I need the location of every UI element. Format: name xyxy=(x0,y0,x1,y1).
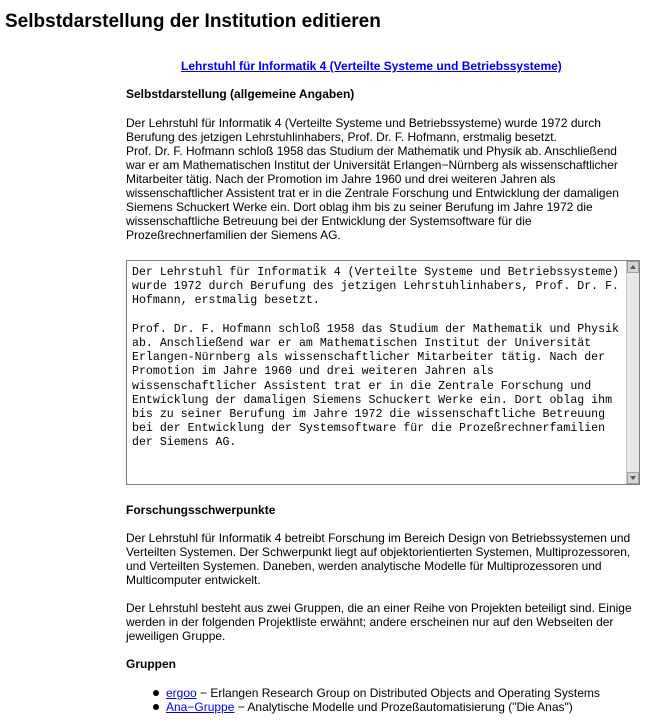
self-presentation-text: Der Lehrstuhl für Informatik 4 (Verteilte Systeme und Betriebssysteme) wurde 1972 durch Berufung des jetzigen Lehrstuhlinhabers, Prof. Dr. F. Hofmann, erstmalig besetzt. Prof. Dr. F. Hofmann schloß 1958 das Studium der Mathematik und Physik ab. Anschließend war er am Mathematischen Institut der Universität Erlangen−Nürnberg als wissenschaftlicher Mitarbeiter tätig. Nach der Promotion im Jahre 1960 und drei weiteren Jahren als wissenschaftlicher Assistent trat er in die Zentrale Forschung und Entwicklung der damaligen Siemens Schuckert Werke ein. Dort oblag ihm bis zu seiner Berufung im Jahre 1972 die wissenschaftliche Betreuung bei der Entwicklung der Systemsoftware für die Prozeßrechnerfamilien der Siemens AG. xyxy=(126,116,619,242)
groups-list xyxy=(126,686,638,714)
group-description: − Erlangen Research Group on Distributed Objects and Operating Systems xyxy=(196,686,600,700)
list-item xyxy=(126,686,638,700)
institution-link[interactable]: Lehrstuhl für Informatik 4 (Verteilte Systeme und Betriebssysteme) xyxy=(181,59,562,73)
bullet-icon xyxy=(153,690,159,696)
bullet-icon xyxy=(153,704,159,710)
page-title: Selbstdarstellung der Institution editieren xyxy=(5,11,381,32)
self-presentation-editor xyxy=(126,260,640,485)
group-link-ana[interactable]: Ana−Gruppe xyxy=(166,700,235,714)
scroll-down-icon[interactable] xyxy=(627,472,639,484)
editor-scrollbar[interactable] xyxy=(626,261,639,484)
list-item xyxy=(126,700,638,714)
self-presentation-textarea[interactable] xyxy=(127,261,626,484)
main-content xyxy=(126,86,638,714)
groups-heading: Gruppen xyxy=(126,657,176,671)
research-heading: Forschungsschwerpunkte xyxy=(126,503,276,517)
self-presentation-heading: Selbstdarstellung (allgemeine Angaben) xyxy=(126,87,355,101)
research-paragraph-2: Der Lehrstuhl besteht aus zwei Gruppen, die an einer Reihe von Projekten beteiligt sind. Einige werden in der folgenden Projektliste erwähnt; andere erscheinen nur auf den Webseiten der jeweiligen Gruppe. xyxy=(126,601,632,643)
scroll-up-icon[interactable] xyxy=(627,261,639,273)
research-paragraph-1: Der Lehrstuhl für Informatik 4 betreibt Forschung im Bereich Design von Betriebssystemen und Verteilten Systemen. Der Schwerpunkt liegt auf objektorientierten Systemen, Multiprozessoren, und Verteilten Systemen. Daneben, werden analytische Modelle für Multiprozessoren und Multicomputer entwickelt. xyxy=(126,531,631,587)
group-description: − Analytische Modelle und Prozeßautomatisierung ("Die Anas") xyxy=(234,700,573,714)
group-link-ergoo[interactable]: ergoo xyxy=(166,686,197,700)
